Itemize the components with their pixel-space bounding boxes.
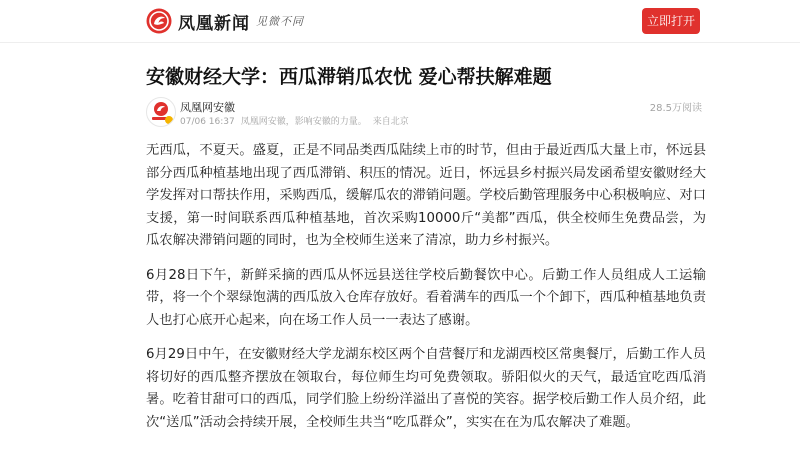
top-bar [0,0,800,43]
paragraph: 无西瓜，不夏天。盛夏，正是不同品类西瓜陆续上市的时节，但由于最近西瓜大量上市，怀远县部分西瓜种植基地出现了西瓜滞销、积压的情况。近日，怀远县乡村振兴局发函希望安徽财经大学发挥对口帮扶作用，采购西瓜，缓解瓜农的滞销问题。学校后勤管理服务中心积极响应、对口支援，第一时间联系西瓜种植基地，首次采购10000斤“美都”西瓜，供全校师生免费品尝，为瓜农解决滞销问题的同时，也为全校师生送来了清凉，助力乡村振兴。 [146,143,706,248]
avatar[interactable] [146,97,176,127]
brand-slogan: 见微不同 [256,15,304,28]
author-bar [146,97,702,133]
author-description: 凤凰网安徽，影响安徽的力量。 [240,117,367,127]
author-name[interactable]: 凤凰网安徽 [180,101,235,114]
paragraph: 6月29日中午，在安徽财经大学龙湖东校区两个自营餐厅和龙湖西校区常奥餐厅，后勤工作人员将切好的西瓜整齐摆放在领取台，每位师生均可免费领取。骄阳似火的天气，最适宜吃西瓜消暑。吃着甘甜可口的西瓜，同学们脸上纷纷洋溢出了喜悦的笑容。据学校后勤工作人员介绍，此次“送瓜”活动会持续开展，全校师生共当“吃瓜群众”，实实在在为瓜农解决了难题。 [146,347,706,430]
article-body [146,140,706,446]
article-title: 安徽财经大学：西瓜滞销瓜农忧 爱心帮扶解难题 [146,66,552,88]
read-count: 28.5万阅读 [649,103,702,114]
phoenix-logo-icon [146,8,172,34]
phoenix-logo-icon [147,98,175,126]
publish-location: 来自北京 [372,117,409,127]
brand-name: 凤凰新闻 [178,13,250,34]
open-app-button[interactable]: 立即打开 [642,8,700,34]
author-meta [180,114,415,127]
publish-date: 07/06 16:37 [180,117,235,127]
brand-logo[interactable] [146,8,304,34]
paragraph: 6月28日下午，新鲜采摘的西瓜从怀远县送往学校后勤餐饮中心。后勤工作人员组成人工运输带，将一个个翠绿饱满的西瓜放入仓库存放好。看着满车的西瓜一个个卸下，西瓜种植基地负责人也打心底开心起来，向在场工作人员一一表达了感谢。 [146,267,706,328]
